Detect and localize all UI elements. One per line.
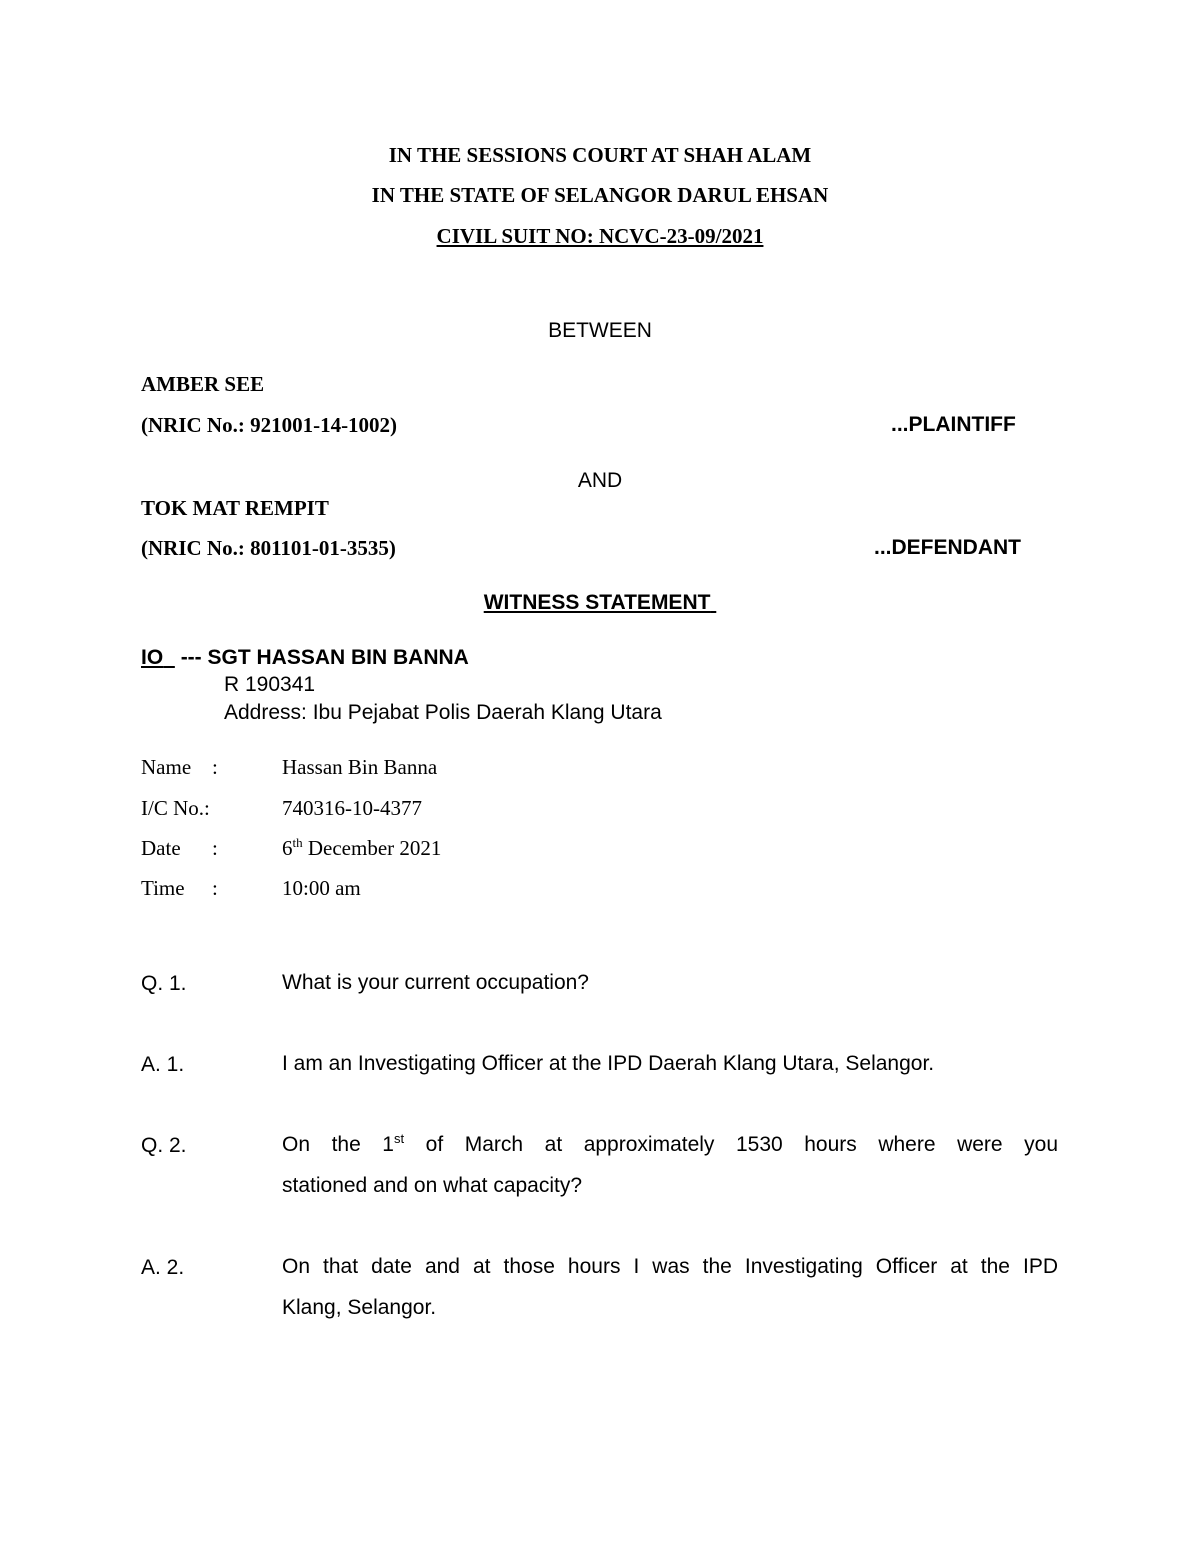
witness-heading xyxy=(141,646,469,670)
detail-name-value: Hassan Bin Banna xyxy=(282,755,438,779)
detail-time-label: Time xyxy=(141,876,185,900)
defendant-role: ...DEFENDANT xyxy=(874,536,1021,559)
plaintiff-name: AMBER SEE xyxy=(141,372,265,396)
question-2-ordinal-suffix: st xyxy=(394,1131,405,1146)
defendant-name: TOK MAT REMPIT xyxy=(141,496,329,520)
detail-date-rest: December 2021 xyxy=(302,836,442,860)
answer-1-number: A. 1. xyxy=(141,1053,185,1076)
between-label: BETWEEN xyxy=(548,319,652,342)
detail-name-label: Name xyxy=(141,755,192,779)
answer-2-text xyxy=(282,1246,1058,1328)
answer-1-text: I am an Investigating Officer at the IPD Daerah Klang Utara, Selangor. xyxy=(282,1052,935,1075)
witness-label: IO xyxy=(141,646,164,669)
question-2-line1-post: of March at approximately 1530 hours where were you xyxy=(404,1133,1058,1156)
detail-time-colon: : xyxy=(212,876,218,900)
detail-date-label: Date xyxy=(141,836,181,860)
question-2-number: Q. 2. xyxy=(141,1134,187,1157)
detail-date-suffix: th xyxy=(292,835,303,850)
witness-statement-title-text: WITNESS STATEMENT xyxy=(483,591,711,614)
witness-id: R 190341 xyxy=(224,673,316,696)
witness-statement-title xyxy=(0,591,1200,615)
detail-ic-value: 740316-10-4377 xyxy=(282,796,422,820)
question-2-line1 xyxy=(282,1124,1058,1165)
question-2-line1-pre: On the 1 xyxy=(282,1133,394,1156)
witness-name: --- SGT HASSAN BIN BANNA xyxy=(180,646,469,669)
witness-address: Address: Ibu Pejabat Polis Daerah Klang Utara xyxy=(224,701,662,724)
court-heading-line2: IN THE STATE OF SELANGOR DARUL EHSAN xyxy=(371,183,829,207)
civil-suit-number xyxy=(0,224,1200,249)
detail-time-value: 10:00 am xyxy=(282,876,361,900)
question-1-text: What is your current occupation? xyxy=(282,971,589,994)
detail-ic-label: I/C No.: xyxy=(141,796,210,820)
answer-2-line1: On that date and at those hours I was the Investigating Officer at the IPD xyxy=(282,1255,1058,1278)
and-label: AND xyxy=(577,469,623,492)
detail-name-colon: : xyxy=(212,755,218,779)
defendant-nric: (NRIC No.: 801101-01-3535) xyxy=(141,536,396,560)
question-2-line2: stationed and on what capacity? xyxy=(282,1174,583,1197)
detail-date-day: 6 xyxy=(282,836,293,860)
detail-date-colon: : xyxy=(212,836,218,860)
plaintiff-role: ...PLAINTIFF xyxy=(891,413,1016,436)
plaintiff-nric: (NRIC No.: 921001-14-1002) xyxy=(141,413,398,437)
question-2-text xyxy=(282,1124,1058,1206)
question-1-number: Q. 1. xyxy=(141,972,187,995)
detail-date-value xyxy=(282,836,441,861)
answer-2-line2: Klang, Selangor. xyxy=(282,1296,437,1319)
court-heading-line1: IN THE SESSIONS COURT AT SHAH ALAM xyxy=(388,143,812,167)
answer-2-number: A. 2. xyxy=(141,1256,185,1279)
civil-suit-number-text: CIVIL SUIT NO: NCVC-23-09/2021 xyxy=(436,224,764,248)
